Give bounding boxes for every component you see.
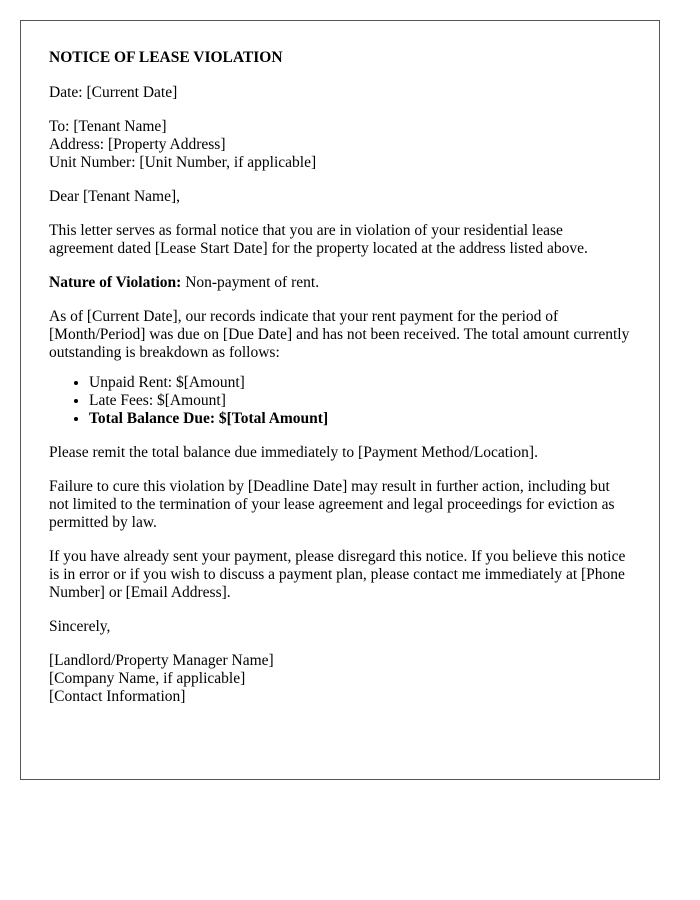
intro-paragraph: This letter serves as formal notice that you are in violation of your residential lease agreement dated [Lease Start Date] for the property located at the address listed above. [49,222,588,257]
records-paragraph: As of [Current Date], our records indicate that your rent payment for the period of [Month/Period] was due on [Due Date] and has not been received. The total amount currently outstanding is breakdown as follows: [49,308,630,361]
failure-paragraph: Failure to cure this violation by [Deadline Date] may result in further action, including but not limited to the termination of your lease agreement and legal proceedings for eviction as permitted by law. [49,478,615,531]
date-line: Date: [Current Date] [49,84,178,101]
salutation: Dear [Tenant Name], [49,188,181,205]
signature-company: [Company Name, if applicable] [49,670,246,687]
recipient-block [49,118,631,172]
signature-block [49,652,631,706]
signature-name: [Landlord/Property Manager Name] [49,652,274,669]
violation-label: Nature of Violation: [49,274,182,291]
balance-breakdown-list [49,374,631,428]
letter-page [20,20,660,780]
remit-paragraph: Please remit the total balance due immediately to [Payment Method/Location]. [49,444,538,461]
list-item-total-balance: • Total Balance Due: $[Total Amount] [89,410,631,428]
list-item-unpaid-rent: • Unpaid Rent: $[Amount] [89,374,631,392]
closing: Sincerely, [49,618,111,635]
list-item-late-fees: • Late Fees: $[Amount] [89,392,631,410]
disregard-paragraph: If you have already sent your payment, please disregard this notice. If you believe this notice is in error or if you wish to discuss a payment plan, please contact me immediately at [Phone Number] or [Email Address]. [49,548,626,601]
violation-paragraph [49,274,631,292]
recipient-address: Address: [Property Address] [49,136,226,153]
letter-title: NOTICE OF LEASE VIOLATION [49,49,283,66]
signature-contact: [Contact Information] [49,688,186,705]
recipient-unit: Unit Number: [Unit Number, if applicable] [49,154,317,171]
violation-text: Non-payment of rent. [181,274,320,291]
recipient-to: To: [Tenant Name] [49,118,167,135]
